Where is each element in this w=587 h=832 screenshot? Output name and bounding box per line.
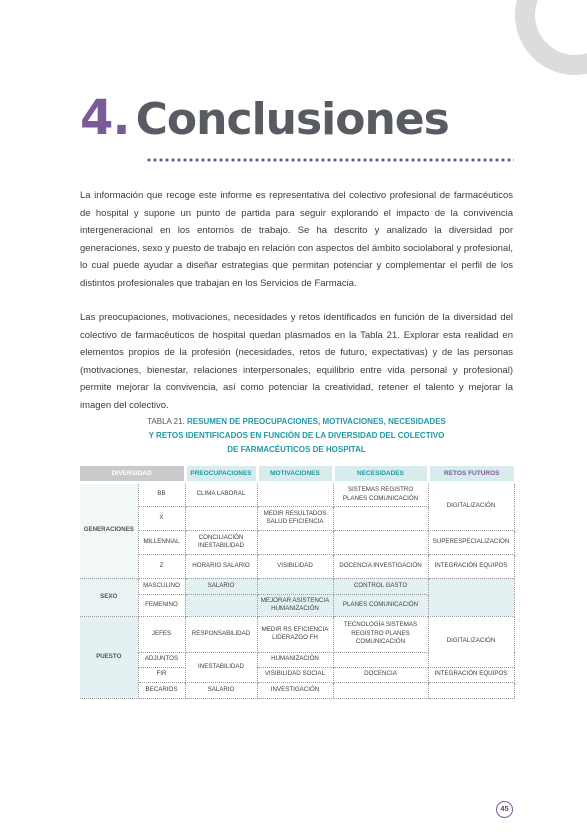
table-row — [80, 530, 514, 554]
sub-millennial: MILLENNIAL — [138, 530, 185, 554]
sub-z: Z — [138, 554, 185, 578]
sub-adjuntos: ADJUNTOS — [138, 652, 185, 667]
dotted-divider — [146, 158, 514, 162]
table-row — [80, 682, 514, 698]
cell-z-retos: INTEGRACIÓN EQUIPOS — [428, 554, 514, 578]
header-motivaciones: MOTIVACIONES — [257, 466, 333, 482]
corner-arc-decoration — [515, 0, 587, 75]
header-preocupaciones: PREOCUPACIONES — [185, 466, 257, 482]
cell-adjuntos-motiv: HUMANIZACIÓN — [257, 652, 333, 667]
paragraph-2: Las preocupaciones, motivaciones, necesidades y retos identificados en función de la diversidad del colectivo de farmacéuticos de hospital quedan plasmados en la Tabla 21. Explorar esta realidad en elementos propios de la profesión (necesidades, retos de futuro, expectativas) y de las personas (motivaciones, bienestar, relaciones interpersonales, equilibrio entre vida personal y profesional) permite mejorar la convivencia, así como potenciar la creatividad, retener el talento y mejorar la imagen del colectivo. — [80, 312, 513, 411]
cell-bb-preoc: CLIMA LABORAL — [185, 482, 257, 506]
table-caption — [80, 415, 513, 457]
cell-becarios-motiv: INVESTIGACIÓN — [257, 682, 333, 698]
cell-puesto-retos: DIGITALIZACIÓN — [428, 616, 514, 667]
group-generaciones: GENERACIONES — [80, 482, 138, 578]
sub-fir: FIR — [138, 667, 185, 682]
cell-millennial-retos: SUPERESPECIALIZACIÓN — [428, 530, 514, 554]
table-row — [80, 616, 514, 652]
group-puesto: PUESTO — [80, 616, 138, 698]
cell-bb-motiv — [257, 482, 333, 506]
table-row — [80, 482, 514, 506]
cell-millennial-neces — [333, 530, 428, 554]
sub-becarios: BECARIOS — [138, 682, 185, 698]
cell-fir-motiv: VISIBILIDAD SOCIAL — [257, 667, 333, 682]
table-row — [80, 667, 514, 682]
cell-becarios-neces — [333, 682, 428, 698]
paragraph-1: La información que recoge este informe es representativa del colectivo profesional de farmacéuticos de hospital y supone un punto de partida para seguir explorando el impacto de la convivencia intergeneracional en los entornos de trabajo. Se ha descrito y analizado la diversidad por generaciones, sexo y puesto de trabajo en relación con aspectos del ámbito sociolaboral y profesional, lo cual puede ayudar a diseñar estrategias que permitan potenciar y complementar el perfil de los distintos profesionales que trabajan en los Servicios de Farmacia. — [80, 190, 513, 289]
header-retos: RETOS FUTUROS — [428, 466, 514, 482]
cell-masculino-preoc: SALARIO — [185, 578, 257, 594]
cell-z-preoc: HORARIO SALARIO — [185, 554, 257, 578]
cell-jefes-motiv: MEDIR RS EFICIENCIA LIDERAZGO FH — [257, 616, 333, 652]
cell-femenino-motiv: MEJORAR ASISTENCIA HUMANIZACIÓN — [257, 594, 333, 616]
sub-masculino: MASCULINO — [138, 578, 185, 594]
cell-becarios-retos — [428, 682, 514, 698]
cell-millennial-motiv — [257, 530, 333, 554]
cell-femenino-preoc — [185, 594, 257, 616]
table-header-row — [80, 466, 514, 482]
cell-masculino-neces: CONTROL GASTO — [333, 578, 428, 594]
cell-x-neces — [333, 506, 428, 530]
cell-jefes-neces: TECNOLOGÍA SISTEMAS REGISTRO PLANES COMUNICACIÓN — [333, 616, 428, 652]
cell-adjfir-preoc: INESTABILIDAD — [185, 652, 257, 682]
group-sexo: SEXO — [80, 578, 138, 616]
chapter-number: 4. — [80, 90, 130, 146]
cell-bb-neces: SISTEMAS REGISTRO PLANES COMUNICACIÓN — [333, 482, 428, 506]
cell-becarios-preoc: SALARIO — [185, 682, 257, 698]
cell-gen-retos: DIGITALIZACIÓN — [428, 482, 514, 530]
cell-fir-neces: DOCENCIA — [333, 667, 428, 682]
table-row — [80, 578, 514, 594]
cell-adjuntos-neces — [333, 652, 428, 667]
cell-masculino-motiv — [257, 578, 333, 594]
summary-table — [80, 466, 515, 699]
table-caption-label: TABLA 21. — [147, 417, 185, 426]
page-number: 45 — [496, 801, 513, 818]
cell-z-motiv: VISIBILIDAD — [257, 554, 333, 578]
header-necesidades: NECESIDADES — [333, 466, 428, 482]
sub-x: X — [138, 506, 185, 530]
cell-z-neces: DOCENCIA INVESTIGACIÓN — [333, 554, 428, 578]
cell-jefes-preoc: RESPONSABILIDAD — [185, 616, 257, 652]
table-caption-line3: DE FARMACÉUTICOS DE HOSPITAL — [227, 445, 366, 454]
cell-fir-retos: INTEGRACIÓN EQUIPOS — [428, 667, 514, 682]
chapter-title: Conclusiones — [135, 94, 449, 145]
chapter-heading — [80, 90, 449, 146]
cell-sexo-retos — [428, 578, 514, 616]
table-caption-line2: Y RETOS IDENTIFICADOS EN FUNCIÓN DE LA DIVERSIDAD DEL COLECTIVO — [148, 431, 445, 440]
sub-jefes: JEFES — [138, 616, 185, 652]
table-caption-line1: RESUMEN DE PREOCUPACIONES, MOTIVACIONES, NECESIDADES — [187, 417, 446, 426]
sub-bb: BB — [138, 482, 185, 506]
header-diversidad: DIVERSIDAD — [80, 466, 185, 482]
cell-femenino-neces: PLANES COMUNICACIÓN — [333, 594, 428, 616]
sub-femenino: FEMENINO — [138, 594, 185, 616]
cell-x-preoc — [185, 506, 257, 530]
table-row — [80, 554, 514, 578]
cell-x-motiv: MEDIR RESULTADOS SALUD EFICIENCIA — [257, 506, 333, 530]
cell-millennial-preoc: CONCILIACIÓN INESTABILIDAD — [185, 530, 257, 554]
